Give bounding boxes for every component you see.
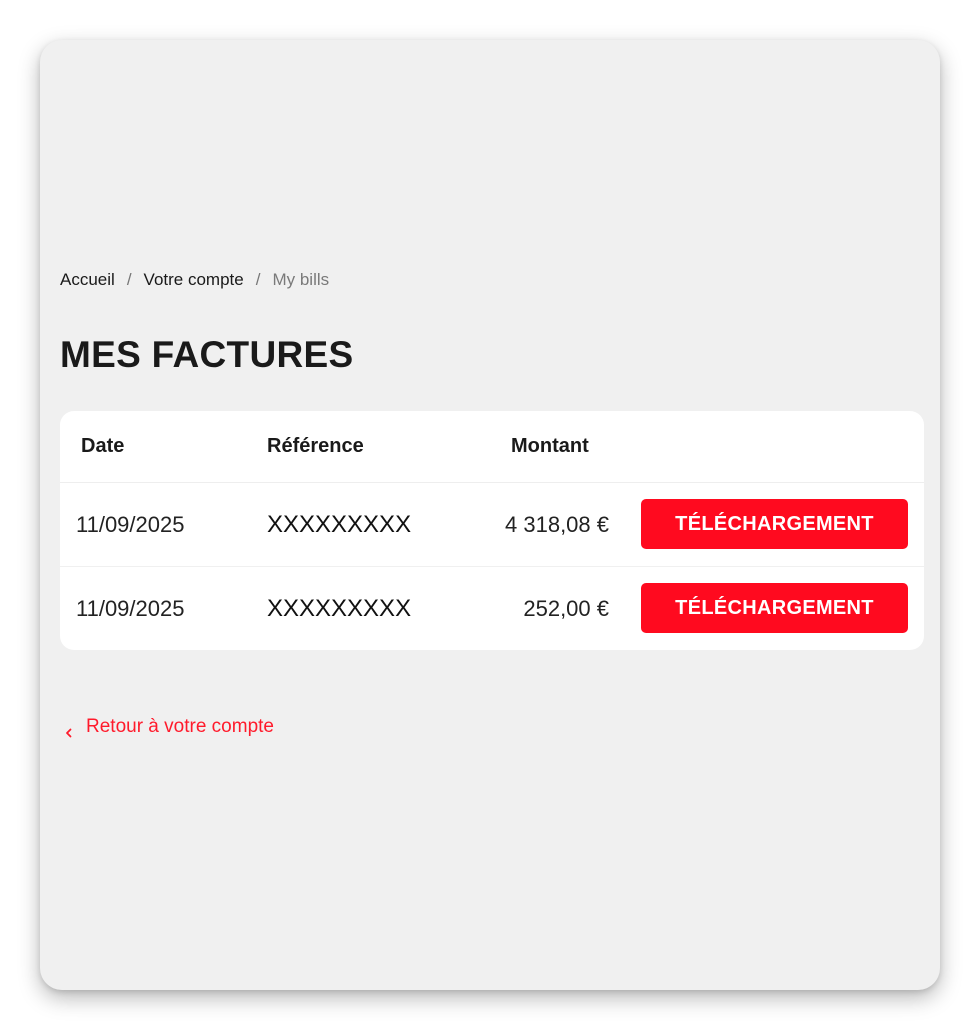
- download-button[interactable]: TÉLÉCHARGEMENT: [641, 499, 908, 549]
- table-row: [60, 483, 924, 567]
- download-button[interactable]: TÉLÉCHARGEMENT: [641, 583, 908, 633]
- bills-page: [40, 40, 940, 990]
- breadcrumb-current: My bills: [272, 270, 330, 289]
- back-link-label: Retour à votre compte: [86, 716, 274, 737]
- breadcrumb-home-link[interactable]: Accueil: [60, 270, 115, 289]
- bill-reference: XXXXXXXXX: [267, 594, 412, 622]
- column-header-reference: Référence: [267, 435, 364, 457]
- bill-reference: XXXXXXXXX: [267, 510, 412, 538]
- breadcrumb-account-link[interactable]: Votre compte: [143, 270, 244, 289]
- bill-amount: 252,00 €: [523, 595, 609, 621]
- page-title: MES FACTURES: [60, 334, 354, 375]
- bills-table: [60, 411, 924, 650]
- breadcrumb-separator: /: [255, 270, 261, 289]
- bill-amount: 4 318,08 €: [505, 511, 609, 537]
- breadcrumb-separator: /: [126, 270, 132, 289]
- back-to-account-link[interactable]: [64, 716, 274, 738]
- bill-date: 11/09/2025: [76, 595, 185, 621]
- table-row: [60, 567, 924, 650]
- chevron-left-icon: [64, 722, 74, 732]
- column-header-amount: Montant: [511, 435, 589, 457]
- table-header-row: [60, 411, 924, 483]
- column-header-date: Date: [81, 435, 125, 457]
- bill-date: 11/09/2025: [76, 511, 185, 537]
- breadcrumb: [60, 270, 329, 290]
